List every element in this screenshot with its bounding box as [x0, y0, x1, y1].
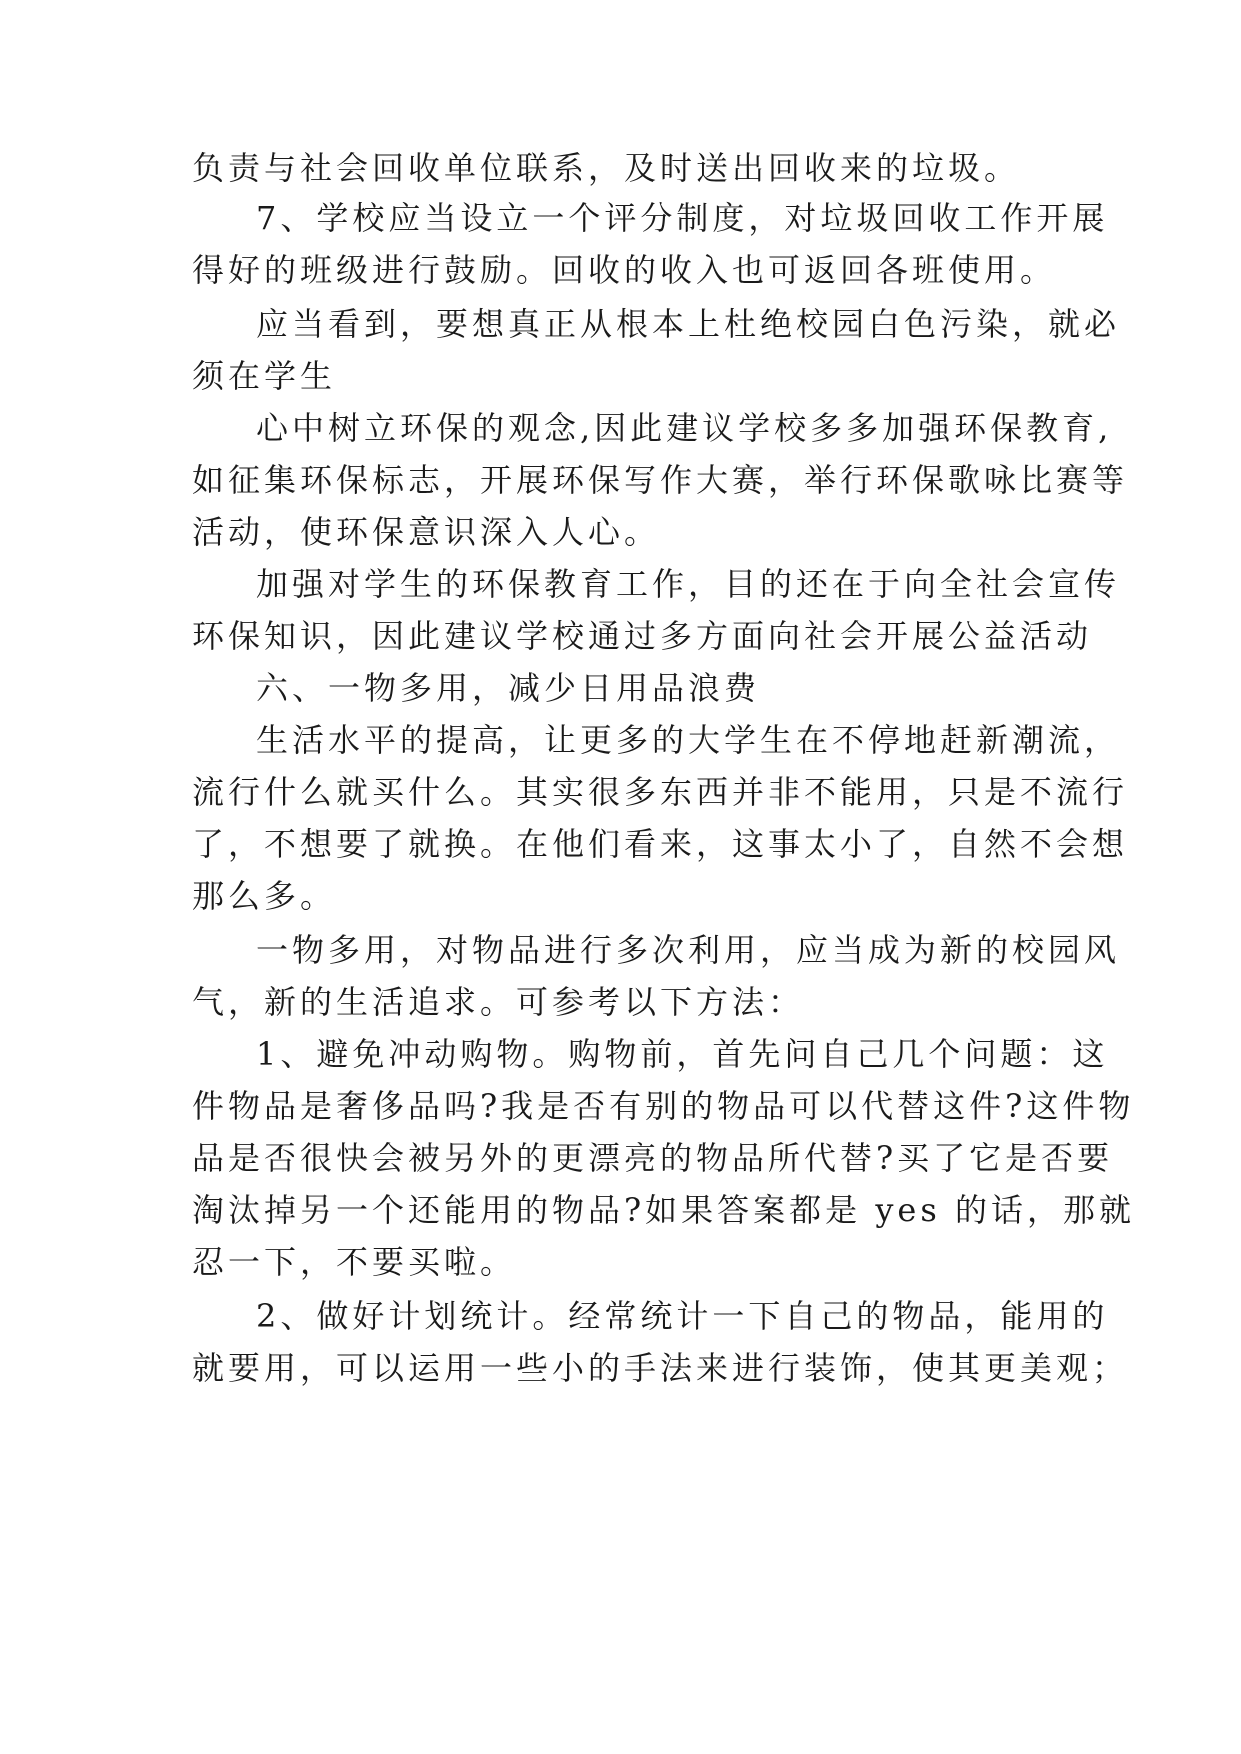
- text-line: 心中树立环保的观念,因此建议学校多多加强环保教育,: [256, 409, 1113, 447]
- text-line: 了，不想要了就换。在他们看来，这事太小了，自然不会想: [192, 825, 1129, 863]
- text-line: 应当看到，要想真正从根本上杜绝校园白色污染，就必: [256, 305, 1121, 343]
- text-line: 加强对学生的环保教育工作，目的还在于向全社会宣传: [256, 565, 1121, 603]
- text-line: 环保知识，因此建议学校通过多方面向社会开展公益活动: [192, 617, 1093, 655]
- text-line: 那么多。: [192, 877, 337, 915]
- text-line: 一物多用，对物品进行多次利用，应当成为新的校园风: [256, 931, 1121, 969]
- text-line: 负责与社会回收单位联系，及时送出回收来的垃圾。: [192, 149, 1021, 187]
- text-line: 就要用，可以运用一些小的手法来进行装饰，使其更美观；: [192, 1349, 1129, 1387]
- text-line: 淘汰掉另一个还能用的物品?如果答案都是 yes 的话，那就: [192, 1191, 1135, 1229]
- text-line: 如征集环保标志，开展环保写作大赛，举行环保歌咏比赛等: [192, 461, 1129, 499]
- text-line: 流行什么就买什么。其实很多东西并非不能用，只是不流行: [192, 773, 1129, 811]
- text-line: 气，新的生活追求。可参考以下方法：: [192, 983, 805, 1021]
- section-heading: 六、一物多用，减少日用品浪费: [256, 669, 761, 707]
- text-line: 得好的班级进行鼓励。回收的收入也可返回各班使用。: [192, 251, 1057, 289]
- text-line: 须在学生: [192, 357, 337, 395]
- text-line: 品是否很快会被另外的更漂亮的物品所代替?买了它是否要: [192, 1139, 1114, 1177]
- text-line: 活动，使环保意识深入人心。: [192, 513, 661, 551]
- text-line: 忍一下，不要买啦。: [192, 1243, 517, 1281]
- text-line: 7、学校应当设立一个评分制度，对垃圾回收工作开展: [256, 199, 1109, 237]
- text-line: 件物品是奢侈品吗?我是否有别的物品可以代替这件?这件物: [192, 1087, 1135, 1125]
- text-line: 2、做好计划统计。经常统计一下自己的物品，能用的: [256, 1297, 1109, 1335]
- text-line: 生活水平的提高，让更多的大学生在不停地赶新潮流，: [256, 721, 1121, 759]
- text-line: 1、避免冲动购物。购物前，首先问自己几个问题：这: [256, 1035, 1109, 1073]
